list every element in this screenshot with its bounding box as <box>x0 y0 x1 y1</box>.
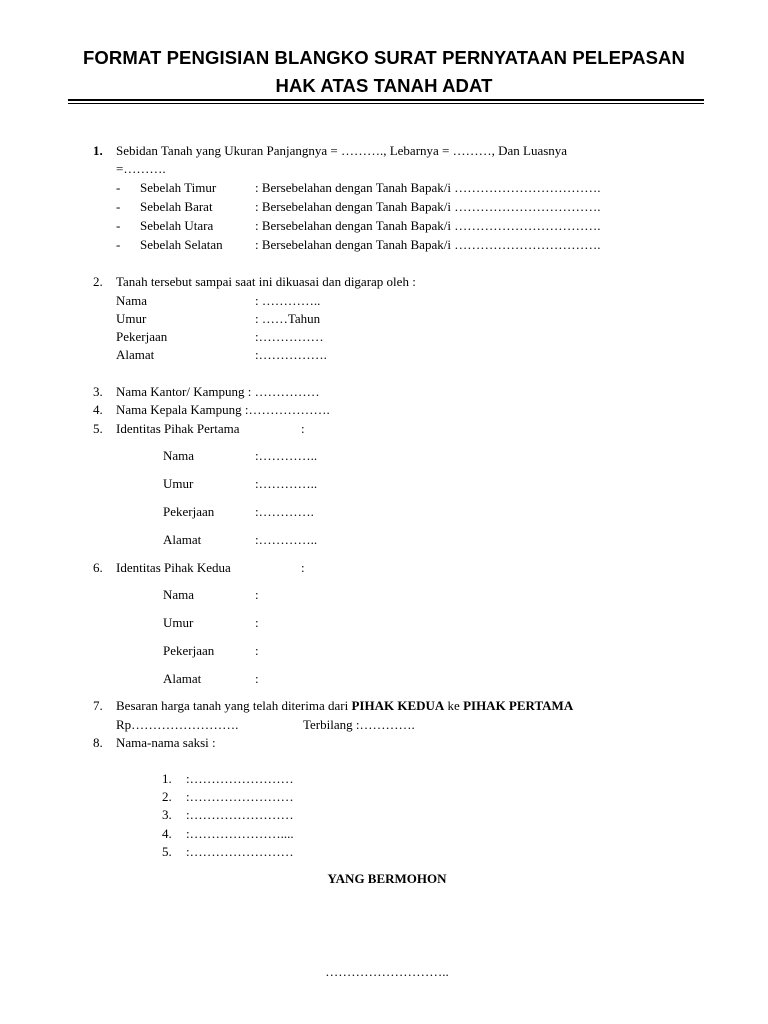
item-6-text: Identitas Pihak Kedua <box>116 560 231 575</box>
border-label: Sebelah Barat <box>140 199 213 214</box>
border-label: Sebelah Selatan <box>140 237 223 252</box>
field-value: :…………… <box>255 329 324 344</box>
item-5-colon: : <box>301 421 305 436</box>
bullet: - <box>116 180 121 195</box>
party-two-label: PIHAK KEDUA <box>351 698 445 713</box>
bullet: - <box>116 237 121 252</box>
witness-line: :…………………… <box>186 789 294 804</box>
field-label: Umur <box>163 476 194 491</box>
signature-label: YANG BERMOHON <box>327 871 447 886</box>
field-label: Umur <box>116 311 147 326</box>
witness-line: :…………………… <box>186 771 294 786</box>
field-label: Pekerjaan <box>116 329 168 344</box>
border-value: : Bersebelahan dengan Tanah Bapak/i ……………………………. <box>255 237 601 252</box>
field-value: : ………….. <box>255 293 321 308</box>
field-label: Umur <box>163 615 194 630</box>
item-7-mid: ke <box>444 698 464 713</box>
field-label: Nama <box>116 293 148 308</box>
document-title <box>60 44 708 100</box>
field-value: :……………. <box>255 347 327 362</box>
terbilang-field: Terbilang :…………. <box>303 717 415 732</box>
field-value: :…………. <box>255 504 314 519</box>
item-3-text: Nama Kantor/ Kampung : …………… <box>116 384 320 399</box>
witness-number: 5. <box>162 844 172 859</box>
witness-line: :………………….... <box>186 826 294 841</box>
field-label: Alamat <box>163 671 202 686</box>
field-value: :………….. <box>255 448 318 463</box>
witness-line: :…………………… <box>186 844 294 859</box>
witness-number: 3. <box>162 807 172 822</box>
item-7-text <box>116 697 573 715</box>
border-value: : Bersebelahan dengan Tanah Bapak/i ……………………………. <box>255 218 601 233</box>
item-number: 4. <box>93 402 103 417</box>
bullet: - <box>116 218 121 233</box>
bullet: - <box>116 199 121 214</box>
item-number: 2. <box>93 274 103 289</box>
border-value: : Bersebelahan dengan Tanah Bapak/i ……………………………. <box>255 180 601 195</box>
item-7-pre: Besaran harga tanah yang telah diterima dari <box>116 698 352 713</box>
item-1-text-cont: =………. <box>116 161 166 176</box>
field-label: Pekerjaan <box>163 504 215 519</box>
border-label: Sebelah Timur <box>140 180 217 195</box>
field-label: Alamat <box>116 347 155 362</box>
field-value: : ……Tahun <box>255 311 321 326</box>
party-one-label: PIHAK PERTAMA <box>463 698 574 713</box>
item-number: 3. <box>93 384 103 399</box>
item-2-text: Tanah tersebut sampai saat ini dikuasai dan digarap oleh : <box>116 274 416 289</box>
item-number: 5. <box>93 421 103 436</box>
signature-line: ……………………….. <box>325 964 449 979</box>
field-value: : <box>255 615 259 630</box>
item-1-text: Sebidan Tanah yang Ukuran Panjangnya = ………., Lebarnya = ………, Dan Luasnya <box>116 143 568 158</box>
field-value: :………….. <box>255 476 318 491</box>
witness-number: 2. <box>162 789 172 804</box>
field-label: Nama <box>163 448 195 463</box>
title-line-2: HAK ATAS TANAH ADAT <box>275 75 493 96</box>
field-value: :………….. <box>255 532 318 547</box>
field-value: : <box>255 671 259 686</box>
field-value: : <box>255 587 259 602</box>
field-label: Pekerjaan <box>163 643 215 658</box>
witness-number: 4. <box>162 826 172 841</box>
title-rule-thin <box>68 103 704 104</box>
item-6-colon: : <box>301 560 305 575</box>
field-label: Alamat <box>163 532 202 547</box>
witness-number: 1. <box>162 771 172 786</box>
field-value: : <box>255 643 259 658</box>
item-number: 8. <box>93 735 103 750</box>
title-line-1: FORMAT PENGISIAN BLANGKO SURAT PERNYATAAN PELEPASAN <box>83 47 685 68</box>
border-value: : Bersebelahan dengan Tanah Bapak/i ……………………………. <box>255 199 601 214</box>
witness-line: :…………………… <box>186 807 294 822</box>
price-field: Rp……………………. <box>116 717 239 732</box>
border-label: Sebelah Utara <box>140 218 214 233</box>
item-4-text: Nama Kepala Kampung :………………. <box>116 402 330 417</box>
item-5-text: Identitas Pihak Pertama <box>116 421 240 436</box>
item-8-text: Nama-nama saksi : <box>116 735 216 750</box>
field-label: Nama <box>163 587 195 602</box>
item-number: 7. <box>93 698 103 713</box>
item-number: 1. <box>93 143 103 158</box>
item-number: 6. <box>93 560 103 575</box>
title-rule-thick <box>68 99 704 101</box>
